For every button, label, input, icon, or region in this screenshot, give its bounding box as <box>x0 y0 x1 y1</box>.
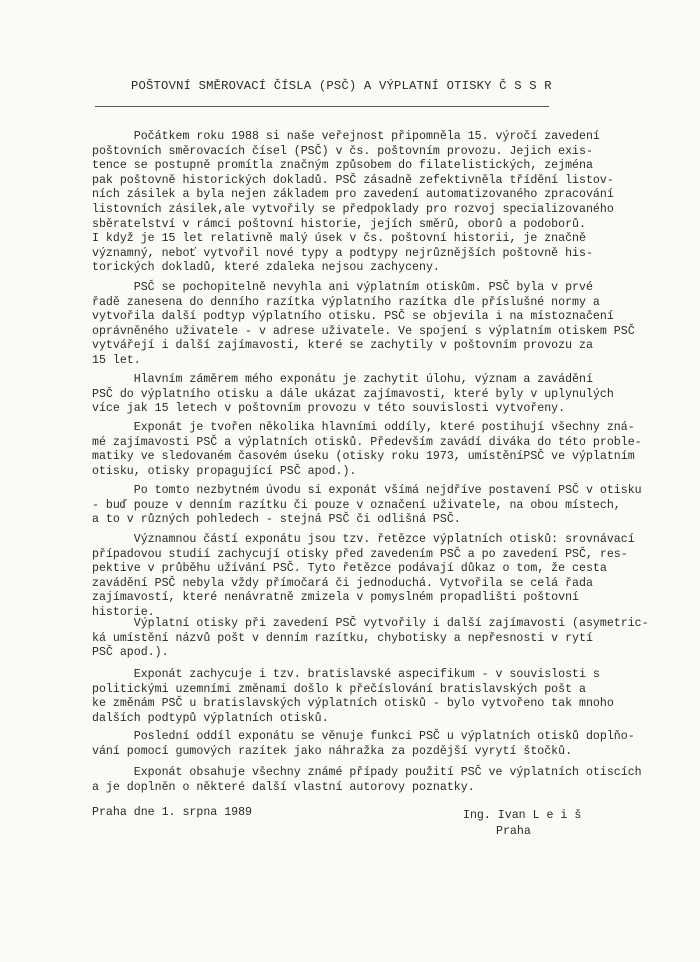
paragraph <box>92 617 649 661</box>
text-line: Exponát obsahuje všechny známé případy použití PSČ ve výplatních otiscích <box>92 766 642 779</box>
text-line: pak poštovně historických dokladů. PSČ zásadně zefektivněla třídění listov- <box>92 173 614 187</box>
text-line: I když je 15 let relativně malý úsek v čs. poštovní historii, je značně <box>92 232 586 246</box>
text-line: případovou studií zachycují otisky před zavedením PSČ a po zavedení PSČ, res- <box>92 547 628 561</box>
text-line: Významnou částí exponátu jsou tzv. řetězce výplatních otisků: srovnávací <box>92 533 635 546</box>
text-line: Po tomto nezbytném úvodu si exponát všímá nejdříve postavení PSČ v otisku <box>92 484 642 497</box>
text-line: 15 let. <box>92 353 141 367</box>
text-line: - buď pouze v denním razítku či pouze v označení uživatele, na obou místech, <box>92 498 621 512</box>
text-line: vání pomocí gumových razítek jako náhražka za pozdější vyrytí štočků. <box>92 744 573 758</box>
text-line: významný, neboť vytvořil nové typy a podtypy nejrůznějších poštovně his- <box>92 246 593 260</box>
text-line: Exponát zachycuje i tzv. bratislavské aspecifikum - v souvislosti s <box>92 668 600 681</box>
text-line: PSČ apod.). <box>92 646 169 660</box>
text-line: PSČ se pochopitelně nevyhla ani výplatním otiskům. PSČ byla v prvé <box>92 281 593 294</box>
text-line: mé zajímavosti PSČ a výplatních otisků. Především zavádí diváka do této proble- <box>92 435 642 449</box>
text-line: vytvořila další podtyp výplatního otisku. PSČ se objevila i na místoznačení <box>92 310 614 324</box>
text-line: ká umístění názvů pošt v denním razítku, chybotisky a nepřesnosti v rytí <box>92 631 593 645</box>
text-line: listovních zásilek,ale vytvořily se předpoklady pro rozvoj specializovaného <box>92 202 614 216</box>
paragraph <box>92 533 635 621</box>
text-line: ke změnám PSČ u bratislavských výplatních otisků - bylo vytvořeno tak mnoho <box>92 697 614 711</box>
text-line: zavádění PSČ nebyla vždy přímočará či jednoduchá. Vytvořila se celá řada <box>92 576 593 590</box>
text-line: oprávněného uživatele - v adrese uživatele. Ve spojení s výplatním otiskem PSČ <box>92 324 635 338</box>
text-line: matiky ve sledovaném časovém úseku (otisky roku 1973, umístěníPSČ ve výplatním <box>92 450 635 464</box>
title-underline <box>95 106 549 107</box>
text-line: Hlavním záměrem mého exponátu je zachytit úlohu, význam a zavádění <box>92 373 593 386</box>
text-line: Poslední oddíl exponátu se věnuje funkci PSČ u výplatních otisků doplňo- <box>92 730 635 743</box>
text-line: PSČ do výplatního otisku a dále ukázat zajímavosti, které byly v uplynulých <box>92 387 614 401</box>
text-line: řadě zanesena do denního razítka výplatního razítka dle příslušné normy a <box>92 295 600 309</box>
text-line: vytvářejí i další zajímavosti, které se zachytily v poštovním provozu za <box>92 339 593 353</box>
paragraph <box>92 766 642 795</box>
paragraph <box>92 130 612 276</box>
text-line: otisku, otisky propagující PSČ apod.). <box>92 464 357 478</box>
paragraph <box>92 373 612 417</box>
text-line: Exponát je tvořen několika hlavními oddíly, které postihují všechny zná- <box>92 421 635 434</box>
text-line: a to v různých pohledech - stejná PSČ či odlišná PSČ. <box>92 513 461 527</box>
text-line: sběratelství v rámci poštovní historie, jejích směrů, oborů a podoborů. <box>92 217 586 231</box>
place-and-date: Praha dne 1. srpna 1989 <box>92 806 253 819</box>
paragraph <box>92 421 642 479</box>
document-title: POŠTOVNÍ SMĚROVACÍ ČÍSLA (PSČ) A VÝPLATNÍ OTISKY Č S S R <box>131 79 552 93</box>
text-line: a je doplněn o některé další vlastní autorovy poznatky. <box>92 780 475 794</box>
text-line: zajímavostí, které nenávratně zmizela v pomyslném propadlišti poštovní <box>92 591 580 605</box>
text-line: ních zásilek a byla nejen základem pro zavedení automatizovaného zpracování <box>92 188 614 202</box>
author-name: Ing. Ivan L e i š <box>463 809 582 822</box>
paragraph <box>92 484 642 528</box>
text-line: Výplatní otisky při zavedení PSČ vytvořily i další zajímavosti (asymetric- <box>92 617 649 630</box>
text-line: pektive v průběhu užívání PSČ. Tyto řetězce podávají důkaz o tom, že cesta <box>92 562 607 576</box>
text-line: torických dokladů, které zdaleka nejsou zachyceny. <box>92 261 440 275</box>
paragraph <box>92 730 635 759</box>
text-line: Počátkem roku 1988 si naše veřejnost připomněla 15. výročí zavedení <box>92 130 600 143</box>
paragraph <box>92 281 635 369</box>
author-city: Praha <box>496 825 531 838</box>
paragraph <box>92 668 612 726</box>
text-line: historie. <box>92 605 155 619</box>
text-line: poštovních směrovacích čísel (PSČ) v čs. poštovním provozu. Jejich exis- <box>92 144 593 158</box>
text-line: dalších podtypů výplatních otisků. <box>92 711 329 725</box>
text-line: více jak 15 letech v poštovním provozu v této souvislosti vytvořeny. <box>92 402 566 416</box>
text-line: tence se postupně promítla značným způsobem do filatelistických, zejména <box>92 159 593 173</box>
text-line: politickými uzemními změnami došlo k přečíslování bratislavských pošt a <box>92 682 586 696</box>
